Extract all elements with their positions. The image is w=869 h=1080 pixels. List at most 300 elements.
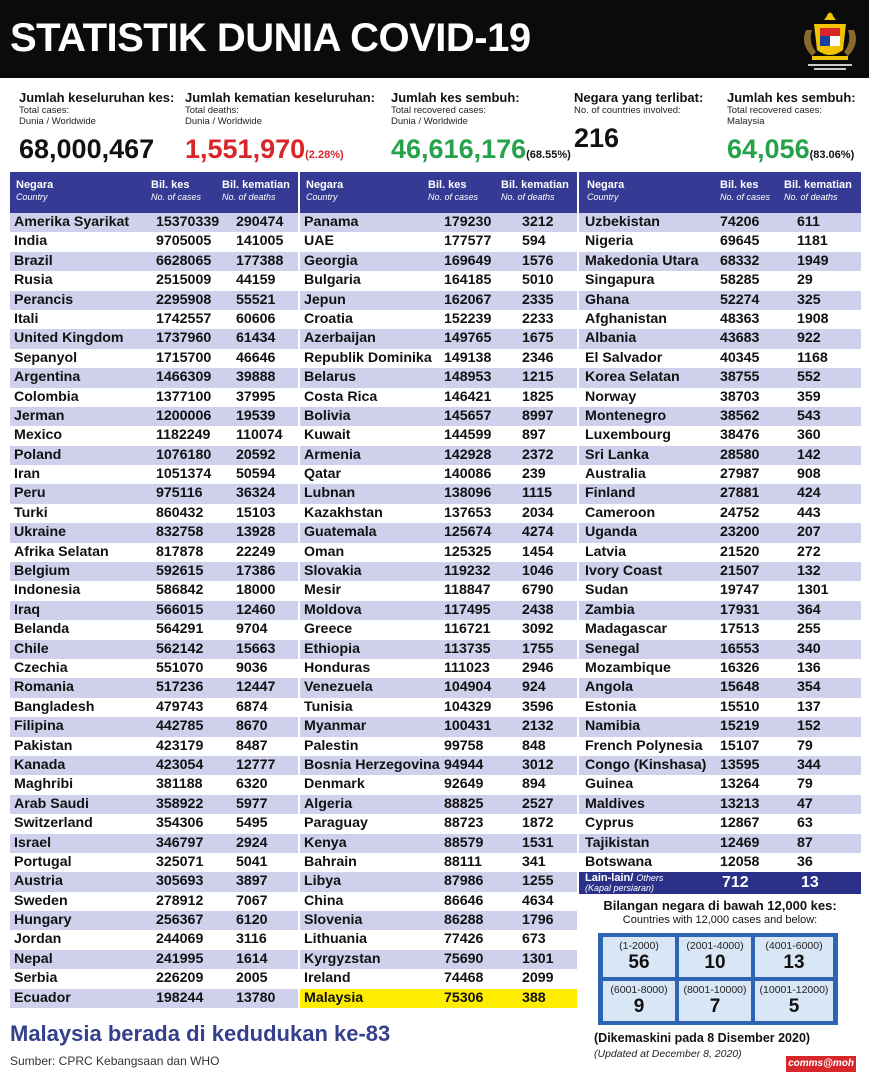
- cell-deaths: 132: [797, 563, 821, 580]
- cell-cases: 2515009: [156, 272, 212, 289]
- table-row: [579, 310, 861, 329]
- stat-sub1: No. of countries involved:: [574, 105, 681, 116]
- table-body: [300, 213, 577, 1008]
- table-row: [10, 737, 298, 756]
- cell-cases: 256367: [156, 912, 204, 929]
- cell-name: Afrika Selatan: [14, 543, 109, 560]
- stat-countries: [574, 90, 703, 154]
- cell-deaths: 55521: [236, 291, 276, 308]
- cell-deaths: 29: [797, 272, 813, 289]
- cell-deaths: 3596: [522, 698, 554, 715]
- cell-cases: 125674: [444, 524, 492, 541]
- cell-name: Turki: [14, 504, 48, 521]
- table-row: [10, 620, 298, 639]
- cell-cases: 24752: [720, 504, 760, 521]
- cell-cases: 517236: [156, 679, 204, 696]
- below-sub: Countries with 12,000 cases and below:: [622, 914, 818, 926]
- cell-name: Finland: [585, 485, 636, 502]
- cell-deaths: 22249: [236, 543, 276, 560]
- cell-deaths: 1825: [522, 388, 554, 405]
- cell-deaths: 354: [797, 679, 821, 696]
- cell-name: Slovenia: [304, 912, 363, 929]
- table-row: [10, 465, 298, 484]
- cell-name: Amerika Syarikat: [14, 214, 130, 230]
- header-bar: [0, 0, 869, 78]
- cell-cases: 423179: [156, 737, 204, 754]
- cell-deaths: 673: [522, 931, 546, 948]
- cell-cases: 423054: [156, 756, 204, 773]
- cell-name: Moldova: [304, 601, 362, 618]
- cell-cases: 144599: [444, 427, 492, 444]
- header-deaths: Bil. kematian No. of deaths: [501, 179, 569, 202]
- cell-deaths: 848: [522, 737, 546, 754]
- cell-cases: 2295908: [156, 291, 212, 308]
- stat-sub2: Malaysia: [727, 116, 765, 127]
- stat-label: Jumlah keseluruhan kes:: [19, 90, 175, 105]
- table-row: [579, 834, 861, 853]
- cell-cases: 74206: [720, 214, 760, 230]
- range-cell: (1-2000) 56: [603, 937, 675, 977]
- updated-date: (Dikemaskini pada 8 Disember 2020): [594, 1031, 811, 1045]
- cell-deaths: 36: [797, 853, 813, 870]
- cell-cases: 113735: [444, 640, 491, 657]
- cell-name: Uganda: [585, 524, 638, 541]
- range-cell: (6001-8000) 9: [603, 981, 675, 1021]
- cell-deaths: 79: [797, 776, 813, 793]
- cell-deaths: 137: [797, 698, 821, 715]
- cell-deaths: 2346: [522, 349, 554, 366]
- cell-cases: 21520: [720, 543, 760, 560]
- cell-cases: 1377100: [156, 388, 212, 405]
- cell-cases: 92649: [444, 776, 484, 793]
- cell-name: Cyprus: [585, 815, 634, 832]
- cell-deaths: 4274: [522, 524, 554, 541]
- cell-deaths: 2034: [522, 504, 554, 521]
- cell-cases: 562142: [156, 640, 204, 657]
- cell-name: Georgia: [304, 252, 358, 269]
- table-row: [579, 601, 861, 620]
- cell-deaths: 18000: [236, 582, 276, 599]
- table-row: [579, 291, 861, 310]
- cell-name: Azerbaijan: [304, 330, 376, 347]
- cell-cases: 137653: [444, 504, 492, 521]
- table-row: [10, 911, 298, 930]
- table-row: [300, 349, 577, 368]
- cell-cases: 16326: [720, 659, 760, 676]
- table-row: [10, 930, 298, 949]
- cell-cases: 817878: [156, 543, 204, 560]
- cell-name: Mexico: [14, 427, 63, 444]
- cell-name: Algeria: [304, 795, 353, 812]
- cell-deaths: 3012: [522, 756, 554, 773]
- cell-name: Ecuador: [14, 989, 71, 1006]
- cell-deaths: 1454: [522, 543, 554, 560]
- cell-deaths: 543: [797, 407, 821, 424]
- cell-cases: 88111: [444, 853, 482, 870]
- cell-name: Luxembourg: [585, 427, 671, 444]
- stat-value: 1,551,970(2.28%): [185, 134, 344, 164]
- cell-deaths: 364: [797, 601, 821, 618]
- table-row: [10, 989, 298, 1008]
- cell-deaths: 15663: [236, 640, 276, 657]
- table-row: [10, 775, 298, 794]
- cell-cases: 226209: [156, 970, 204, 987]
- cell-deaths: 2099: [522, 970, 554, 987]
- below-heading: Bilangan negara di bawah 12,000 kes:: [603, 898, 837, 913]
- table-row: [10, 523, 298, 542]
- cell-name: Iran: [14, 466, 41, 483]
- cell-cases: 58285: [720, 272, 760, 289]
- cell-name: Kenya: [304, 834, 347, 851]
- cell-deaths: 908: [797, 466, 821, 483]
- cell-cases: 74468: [444, 970, 484, 987]
- cell-cases: 40345: [720, 349, 760, 366]
- cell-deaths: 8487: [236, 737, 268, 754]
- cell-name: Jerman: [14, 407, 65, 424]
- table-row: [10, 853, 298, 872]
- cell-cases: 1051374: [156, 466, 212, 483]
- table-row: [579, 737, 861, 756]
- table-row: [579, 388, 861, 407]
- cell-deaths: 1872: [522, 815, 554, 832]
- table-row: [10, 388, 298, 407]
- table-row: [579, 853, 861, 872]
- range-cell: (8001-10000) 7: [679, 981, 751, 1021]
- table-row: [300, 407, 577, 426]
- table-row: [579, 426, 861, 445]
- cell-name: Brazil: [14, 252, 53, 269]
- table-row: [300, 543, 577, 562]
- range-grid: [598, 933, 838, 1025]
- cell-cases: 6628065: [156, 252, 212, 269]
- cell-deaths: 47: [797, 795, 813, 812]
- cell-name: Uzbekistan: [585, 214, 660, 230]
- cell-deaths: 1301: [797, 582, 829, 599]
- cell-deaths: 19539: [236, 407, 276, 424]
- cell-cases: 1076180: [156, 446, 212, 463]
- cell-name: Oman: [304, 543, 345, 560]
- cell-cases: 94944: [444, 756, 484, 773]
- cell-cases: 15107: [720, 737, 760, 754]
- table-row: [10, 678, 298, 697]
- cell-name: Belarus: [304, 369, 357, 386]
- cell-cases: 149138: [444, 349, 492, 366]
- table-row: [300, 737, 577, 756]
- cell-cases: 148953: [444, 369, 492, 386]
- cell-cases: 325071: [156, 853, 204, 870]
- cell-cases: 12469: [720, 834, 760, 851]
- cell-cases: 551070: [156, 659, 204, 676]
- cell-cases: 860432: [156, 504, 204, 521]
- cell-cases: 23200: [720, 524, 760, 541]
- table-row: [300, 252, 577, 271]
- cell-name: Lithuania: [304, 931, 368, 948]
- cell-name: Paraguay: [304, 815, 368, 832]
- cell-name: Chile: [14, 640, 49, 657]
- table-row: [300, 950, 577, 969]
- cell-name: El Salvador: [585, 349, 663, 366]
- cell-deaths: 611: [797, 214, 820, 230]
- cell-deaths: 5977: [236, 795, 268, 812]
- table-row: [300, 930, 577, 949]
- cell-cases: 278912: [156, 892, 204, 909]
- cell-deaths: 15103: [236, 504, 276, 521]
- cell-deaths: 44159: [236, 272, 276, 289]
- header-country: Negara Country: [587, 179, 625, 202]
- cell-cases: 975116: [156, 485, 203, 502]
- table-row: [10, 349, 298, 368]
- cell-cases: 21507: [720, 563, 760, 580]
- cell-name: Portugal: [14, 853, 72, 870]
- table-row: [579, 252, 861, 271]
- table-row: [300, 271, 577, 290]
- table-row: [10, 504, 298, 523]
- cell-name: Makedonia Utara: [585, 252, 699, 269]
- cell-name: Panama: [304, 214, 359, 230]
- others-row: [579, 872, 861, 894]
- cell-deaths: 1301: [522, 950, 554, 967]
- table-row: [10, 892, 298, 911]
- cell-deaths: 2335: [522, 291, 554, 308]
- cell-name: Tunisia: [304, 698, 353, 715]
- cell-name: Sweden: [14, 892, 68, 909]
- table-row: [300, 581, 577, 600]
- cell-name: Armenia: [304, 446, 361, 463]
- header-cases: Bil. kes No. of cases: [428, 179, 479, 202]
- table-row: [579, 756, 861, 775]
- table-row: [300, 834, 577, 853]
- cell-name: Latvia: [585, 543, 627, 560]
- table-row: [300, 640, 577, 659]
- cell-name: Serbia: [14, 970, 58, 987]
- cell-name: Bolivia: [304, 407, 351, 424]
- table-row: [300, 717, 577, 736]
- cell-name: Nigeria: [585, 233, 634, 250]
- cell-deaths: 110074: [236, 427, 283, 444]
- cell-name: Estonia: [585, 698, 637, 715]
- header-country: Negara Country: [16, 179, 54, 202]
- table-row: [300, 523, 577, 542]
- cell-deaths: 1168: [797, 349, 828, 366]
- header-deaths: Bil. kematian No. of deaths: [222, 179, 290, 202]
- cell-deaths: 46646: [236, 349, 276, 366]
- stat-sub2: Dunia / Worldwide: [185, 116, 262, 127]
- cell-name: Mesir: [304, 582, 342, 599]
- cell-deaths: 6320: [236, 776, 268, 793]
- cell-cases: 149765: [444, 330, 492, 347]
- cell-deaths: 6874: [236, 698, 268, 715]
- cell-deaths: 12460: [236, 601, 276, 618]
- cell-deaths: 340: [797, 640, 821, 657]
- table-row: [579, 407, 861, 426]
- cell-deaths: 2924: [236, 834, 268, 851]
- cell-deaths: 344: [797, 756, 821, 773]
- cell-deaths: 136: [797, 659, 821, 676]
- brand-badge: comms@moh: [786, 1056, 856, 1072]
- cell-cases: 164185: [444, 272, 492, 289]
- cell-deaths: 13780: [236, 989, 276, 1006]
- cell-name: Czechia: [14, 659, 68, 676]
- table-row: [300, 213, 577, 232]
- cell-name: Korea Selatan: [585, 369, 680, 386]
- cell-cases: 1715700: [156, 349, 212, 366]
- cell-deaths: 443: [797, 504, 821, 521]
- cell-cases: 15370339: [156, 214, 220, 230]
- table-row: [300, 659, 577, 678]
- cell-cases: 88825: [444, 795, 484, 812]
- cell-cases: 142928: [444, 446, 492, 463]
- table-row: [579, 465, 861, 484]
- cell-name: Bangladesh: [14, 698, 95, 715]
- table-row: [579, 620, 861, 639]
- cell-deaths: 1614: [236, 950, 268, 967]
- cell-cases: 86288: [444, 912, 484, 929]
- table-row: [579, 562, 861, 581]
- cell-name: Kyrgyzstan: [304, 950, 381, 967]
- cell-cases: 13213: [720, 795, 760, 812]
- cell-cases: 1182249: [156, 427, 211, 444]
- cell-name: Sudan: [585, 582, 629, 599]
- cell-deaths: 2438: [522, 601, 554, 618]
- stat-total-deaths: [185, 90, 375, 171]
- cell-deaths: 359: [797, 388, 821, 405]
- cell-name: Ukraine: [14, 524, 67, 541]
- table-row: [10, 795, 298, 814]
- cell-cases: 118847: [444, 582, 491, 599]
- table-row: [300, 853, 577, 872]
- cell-name: Perancis: [14, 291, 74, 308]
- table-row: [300, 368, 577, 387]
- table-row: [10, 698, 298, 717]
- cell-name: Jordan: [14, 931, 62, 948]
- cell-deaths: 1576: [522, 252, 554, 269]
- cell-cases: 75306: [444, 989, 484, 1006]
- cell-deaths: 290474: [236, 214, 284, 230]
- cell-name: Senegal: [585, 640, 640, 657]
- stat-label: Jumlah kematian keseluruhan:: [185, 90, 376, 105]
- cell-deaths: 17386: [236, 563, 276, 580]
- cell-cases: 146421: [444, 388, 492, 405]
- cell-cases: 15219: [720, 718, 760, 735]
- cell-cases: 1466309: [156, 369, 212, 386]
- table-row: [10, 969, 298, 988]
- cell-deaths: 8997: [522, 407, 554, 424]
- cell-name: Austria: [14, 873, 63, 890]
- table-row: [300, 388, 577, 407]
- stat-sub1: Total deaths:: [185, 105, 239, 116]
- cell-deaths: 341: [522, 853, 546, 870]
- below-12000-heading: [600, 898, 840, 927]
- table-row: [300, 678, 577, 697]
- cell-cases: 479743: [156, 698, 204, 715]
- cell-name: Qatar: [304, 466, 342, 483]
- cell-name: Ethiopia: [304, 640, 360, 657]
- cell-deaths: 6120: [236, 912, 268, 929]
- table-row: [10, 329, 298, 348]
- table-row: [10, 368, 298, 387]
- stat-label: Negara yang terlibat:: [574, 90, 704, 105]
- cell-cases: 52274: [720, 291, 760, 308]
- cell-cases: 69645: [720, 233, 760, 250]
- cell-deaths: 79: [797, 737, 813, 754]
- cell-cases: 48363: [720, 310, 760, 327]
- table-row: [579, 698, 861, 717]
- cell-name: Mozambique: [585, 659, 671, 676]
- cell-deaths: 424: [797, 485, 821, 502]
- cell-cases: 104904: [444, 679, 492, 696]
- cell-deaths: 1255: [522, 873, 554, 890]
- cell-cases: 100431: [444, 718, 492, 735]
- table-row: [10, 291, 298, 310]
- cell-deaths: 3897: [236, 873, 268, 890]
- cell-name: Sepanyol: [14, 349, 78, 366]
- cell-deaths: 6790: [522, 582, 554, 599]
- updated-date-en: (Updated at December 8, 2020): [594, 1048, 742, 1060]
- cell-deaths: 2946: [522, 659, 554, 676]
- table-row: [300, 775, 577, 794]
- cell-deaths: 1531: [522, 834, 554, 851]
- table-header: [300, 172, 577, 213]
- cell-name: Afghanistan: [585, 310, 667, 327]
- table-row: [579, 484, 861, 503]
- cell-deaths: 3212: [522, 214, 554, 230]
- cell-deaths: 9704: [236, 621, 268, 638]
- cell-cases: 1742557: [156, 310, 212, 327]
- table-row: [10, 581, 298, 600]
- cell-deaths: 924: [522, 679, 546, 696]
- table-row: [10, 601, 298, 620]
- cell-name: Honduras: [304, 659, 371, 676]
- cell-name: Kazakhstan: [304, 504, 383, 521]
- page-title: STATISTIK DUNIA COVID-19: [10, 16, 531, 60]
- cell-cases: 19747: [720, 582, 760, 599]
- cell-cases: 86646: [444, 892, 484, 909]
- cell-deaths: 2132: [522, 718, 554, 735]
- cell-name: Ghana: [585, 291, 630, 308]
- cell-deaths: 61434: [236, 330, 276, 347]
- cell-deaths: 1181: [797, 233, 828, 250]
- table-row: [300, 329, 577, 348]
- table-row: [579, 232, 861, 251]
- stat-label: Jumlah kes sembuh:: [391, 90, 520, 105]
- table-row: [579, 795, 861, 814]
- cell-deaths: 2233: [522, 310, 554, 327]
- cell-cases: 152239: [444, 310, 492, 327]
- table-row: [579, 523, 861, 542]
- cell-cases: 564291: [156, 621, 204, 638]
- cell-name: India: [14, 233, 48, 250]
- table-row: [300, 310, 577, 329]
- cell-cases: 198244: [156, 989, 204, 1006]
- range-cell: (10001-12000) 5: [755, 981, 833, 1021]
- cell-cases: 9705005: [156, 233, 212, 250]
- table-row: [10, 872, 298, 891]
- table-row: [579, 775, 861, 794]
- cell-deaths: 5495: [236, 815, 268, 832]
- table-row: [10, 562, 298, 581]
- cell-cases: 305693: [156, 873, 204, 890]
- cell-name: Malaysia: [304, 989, 364, 1006]
- cell-cases: 116721: [444, 621, 491, 638]
- cell-name: Venezuela: [304, 679, 373, 696]
- cell-name: Cameroon: [585, 504, 656, 521]
- cell-name: UAE: [304, 233, 334, 250]
- cell-name: Lubnan: [304, 485, 356, 502]
- cell-deaths: 2527: [522, 795, 554, 812]
- cell-deaths: 152: [797, 718, 821, 735]
- cell-cases: 381188: [156, 776, 203, 793]
- table-row: [300, 426, 577, 445]
